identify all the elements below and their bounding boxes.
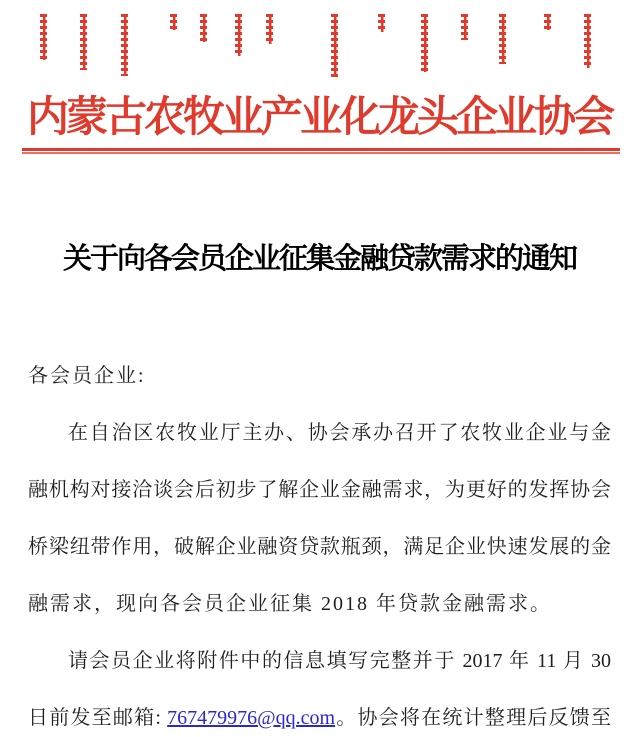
- letterhead-divider: [22, 148, 620, 154]
- mongolian-glyph: [544, 14, 551, 30]
- email-link[interactable]: 767479976@qq.com: [167, 707, 336, 729]
- mongolian-glyph: [170, 14, 177, 30]
- mongolian-glyph: [235, 14, 242, 56]
- body-line: 融需求，现向各会员企业征集 2018 年贷款金融需求。: [28, 593, 552, 615]
- mongolian-script: [0, 0, 639, 80]
- mongolian-glyph: [266, 14, 273, 44]
- mongolian-glyph: [80, 14, 87, 70]
- mongolian-glyph: [378, 14, 385, 32]
- mongolian-glyph: [461, 14, 468, 40]
- salutation: 各会员企业:: [28, 365, 146, 387]
- mongolian-glyph: [40, 14, 47, 60]
- mongolian-glyph: [331, 14, 338, 77]
- organization-name: 内蒙古农牧业产业化龙头企业协会: [26, 95, 612, 141]
- mongolian-glyph: [584, 14, 591, 68]
- body-line: 请会员企业将附件中的信息填写完整并于 2017 年 11 月 30: [68, 650, 611, 672]
- body-line-with-email: [28, 690, 611, 737]
- email-line-suffix: 。协会将在统计整理后反馈至: [335, 707, 612, 729]
- body-line: 桥梁纽带作用，破解企业融资贷款瓶颈，满足企业快速发展的金: [28, 536, 611, 558]
- notice-title: 关于向各会员企业征集金融贷款需求的通知: [62, 243, 576, 275]
- email-line-prefix: 日前发至邮箱:: [28, 707, 168, 729]
- body-line: 在自治区农牧业厅主办、协会承办召开了农牧业企业与金: [68, 422, 611, 444]
- mongolian-glyph: [499, 14, 506, 64]
- body-line: 融机构对接洽谈会后初步了解企业金融需求，为更好的发挥协会: [28, 479, 611, 501]
- mongolian-glyph: [200, 14, 207, 42]
- mongolian-glyph: [121, 14, 128, 76]
- mongolian-glyph: [421, 14, 428, 72]
- document-body: [28, 348, 611, 737]
